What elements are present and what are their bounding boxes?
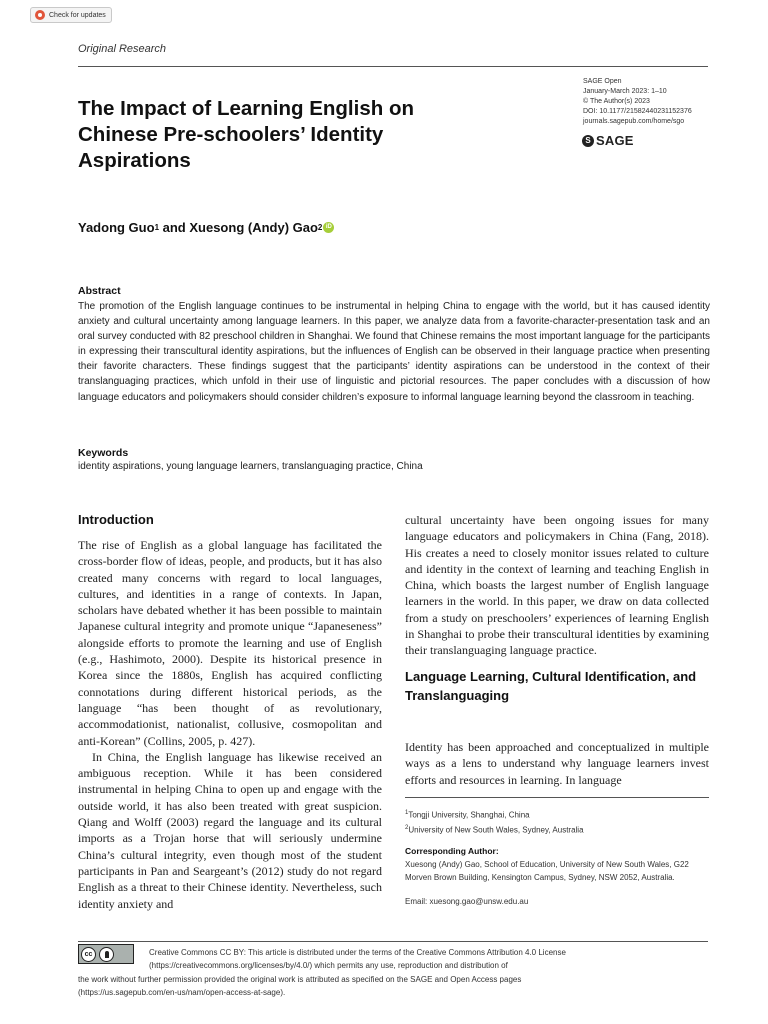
corresponding-author-heading: Corresponding Author: — [405, 846, 499, 856]
journal-name: SAGE Open — [583, 78, 622, 85]
check-for-updates-label: Check for updates — [49, 11, 106, 19]
sage-logo-icon: S — [582, 135, 594, 147]
keywords-text: identity aspirations, young language learners, translanguaging practice, China — [78, 461, 423, 472]
right-column-continued — [405, 739, 709, 788]
introduction-heading: Introduction — [78, 512, 154, 527]
body-paragraph: cultural uncertainty have been ongoing issues for many language educators and policymakers in China (Fang, 2018). His creates a need to closely monitor issues related to culture and identity in the context of learning and teaching English in China, which boasts the largest number of English language learners in the world. In this paper, we draw on data collected from a study on preschoolers’ experiences of learning English in Shanghai to probe their transcultural identities by examining their translanguaging language practice. — [405, 513, 709, 658]
journal-metadata — [583, 77, 692, 127]
left-column — [78, 537, 382, 912]
creative-commons-icon: cc — [81, 947, 96, 962]
article-type-label: Original Research — [78, 43, 167, 55]
paper-title: The Impact of Learning English on Chinese Pre-schoolers’ Identity Aspirations — [78, 97, 414, 172]
orcid-icon[interactable]: iD — [323, 222, 334, 233]
right-column — [405, 512, 709, 659]
section-heading: Language Learning, Cultural Identification, and Translanguaging — [405, 669, 697, 703]
corresponding-author-address: Xuesong (Andy) Gao, School of Education, University of New South Wales, G22 Morven Brown Building, Kensington Campus, Sydney, NSW 2052, Australia. — [405, 860, 689, 882]
license-divider — [78, 941, 708, 942]
keywords-heading: Keywords — [78, 447, 129, 459]
affiliation-marker: 1 — [405, 810, 409, 816]
abstract-heading: Abstract — [78, 285, 121, 297]
license-text: the work without further permission provided the original work is attributed as specified on the SAGE and Open Access pages — [78, 975, 522, 984]
author-name[interactable]: Xuesong (Andy) Gao — [189, 220, 318, 235]
open-access-link[interactable]: (https://us.sagepub.com/en-us/nam/open-access-at-sage). — [78, 988, 286, 997]
corresponding-author-email[interactable]: Email: xuesong.gao@unsw.edu.au — [405, 897, 529, 906]
footnote-divider — [405, 797, 709, 798]
body-paragraph: The rise of English as a global language has facilitated the cross-border flow of ideas, people, and products, but it has also created many concerns with regard to local languages, cultures, and identities in a range of contexts. In Japan, scholars have debated whether it has been possible to maintain Japanese cultural integrity and promote unique “Japaneseness” alongside efforts to promote the learning and use of English (e.g., Hashimoto, 2000). Despite its historical presence in Korea since the 1880s, English has acquired conflicting connotations during different historical periods, as the language “has been thought of as revolutionary, accommodationist, nationalist, collusive, cosmopolitan and anti-Korean” (Collins, 2005, p. 427). — [78, 538, 382, 748]
license-text: Creative Commons CC BY: This article is distributed under the terms of the Creative Commons Attribution 4.0 License — [149, 948, 566, 957]
body-paragraph: In China, the English language has likewise received an ambiguous reception. While it has been considered instrumental in helping China to open up and engage with the outside world, it has also been treated with great suspicion. Qiang and Wolff (2003) regard the language and its cultural imports as a Trojan horse that will seriously undermine China’s cultural integrity, even though most of the student participants in Pan and Seargeant’s (2012) study do not regard English as a threat to their Chinese identity. Nevertheless, such identity anxiety and — [78, 749, 382, 911]
journal-url-link[interactable]: journals.sagepub.com/home/sgo — [583, 118, 685, 125]
affiliation-marker: 2 — [317, 223, 323, 232]
sage-logo-text: SAGE — [596, 133, 634, 148]
journal-issue: January-March 2023: 1–10 — [583, 88, 667, 95]
affiliation-1: $^1$Tongji University, Shanghai, China — [405, 810, 530, 820]
check-for-updates-button[interactable] — [30, 7, 112, 23]
crossmark-icon — [35, 10, 45, 20]
attribution-icon — [99, 947, 114, 962]
license-url-link[interactable]: (https://creativecommons.org/licenses/by/4.0/) which permits any use, reproduction and distribution of — [149, 961, 508, 970]
author-connector: and — [159, 220, 190, 235]
author-name[interactable]: Yadong Guo — [78, 220, 155, 235]
affiliations — [405, 807, 584, 836]
affiliation-marker: 1 — [154, 223, 160, 232]
affiliation-marker: 2 — [405, 824, 409, 831]
cc-by-badge[interactable] — [78, 944, 134, 964]
header-divider — [78, 66, 708, 67]
doi-link[interactable]: DOI: 10.1177/21582440231152376 — [583, 108, 692, 115]
copyright-line: © The Author(s) 2023 — [583, 98, 650, 105]
affiliation-2: $^2$University of New South Wales, Sydney, Australia — [405, 824, 584, 835]
abstract-text: The promotion of the English language continues to be instrumental in helping China to engage with the world, but it has caused identity anxiety and cultural uncertainty among language learners. In this paper, we analyze data from a favorite-character-presentation task and an oral survey conducted with 82 preschool children in Shanghai. We found that Chinese remains the most important language for the participants in expressing their transcultural identity aspirations, but the influences of English can be observed in their language practice when presenting their favorite characters. These findings suggest that the participants’ identity aspirations can be understood in the context of their translanguaging practices, which unfold in their use of linguistic and pictorial resources. The paper concludes with a discussion of how language educators and policymakers should consider children’s exposure to informal language learning beyond the classroom in teaching. — [78, 301, 710, 403]
sage-logo — [582, 133, 634, 148]
author-list — [78, 220, 334, 235]
body-paragraph: Identity has been approached and conceptualized in multiple ways as a lens to understand why language learners invest efforts and resources in learning. In language — [405, 740, 709, 787]
